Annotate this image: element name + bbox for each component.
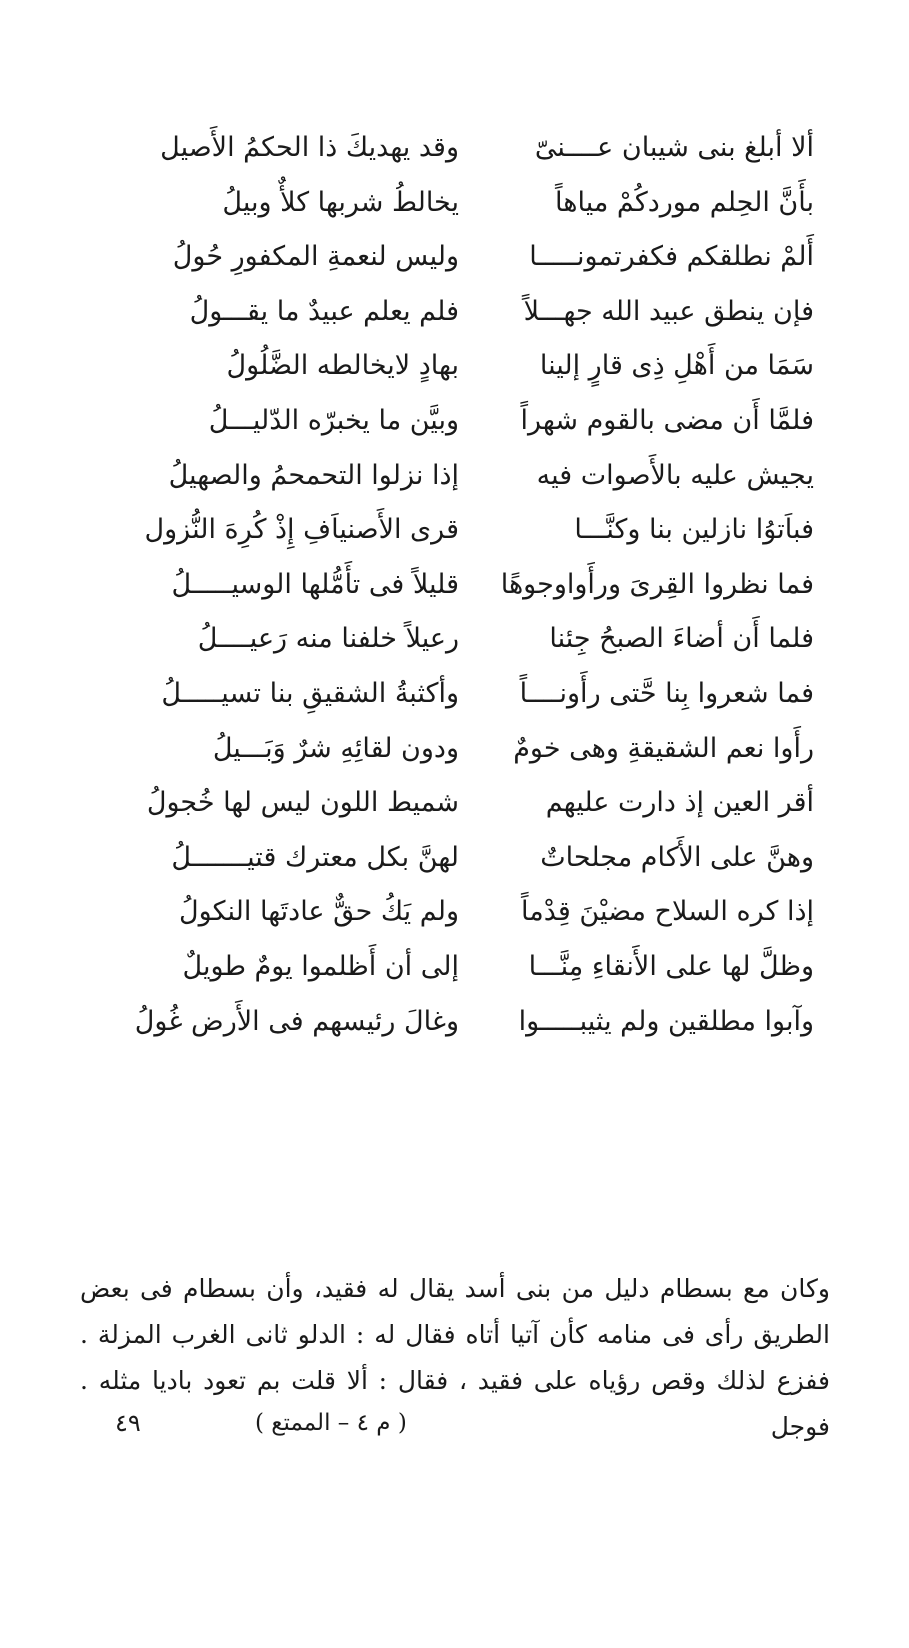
- verse-line: [0, 674, 909, 729]
- prose-text: وكان مع بسطام دليل من بنى أسد يقال له فقيد، وأن بسطام فى بعض الطريق رأى فى منامه كأن آتيا أتاه فقال له : الدلو ثانى الغرب المزلة . ففزع لذلك وقص رؤياه على فقيد ، فقال : ألا قلت بم تعود باديا مثله . فوجل: [80, 1274, 830, 1441]
- first-hemistich: إذا كره السلاح مضيْنَ قِدْماً: [521, 896, 814, 928]
- second-hemistich: شميط اللون ليس لها خُجولُ: [146, 787, 459, 819]
- first-hemistich: فلما أَن أضاءَ الصبحُ جِئنا: [549, 623, 814, 655]
- second-hemistich: وغالَ رئيسهم فى الأَرض غُولُ: [134, 1005, 459, 1037]
- first-hemistich: فباَتوُا نازلين بنا وكنَّـــا: [574, 514, 814, 546]
- verse-line: [0, 292, 909, 347]
- second-hemistich: وقد يهديكَ ذا الحكمُ الأَصيل: [160, 132, 459, 163]
- first-hemistich: أقر العين إذ دارت عليهم: [545, 787, 814, 819]
- verse-line: [0, 401, 909, 456]
- first-hemistich: فما نظروا القِرىَ ورأَواوجوهًا: [500, 568, 814, 600]
- second-hemistich: وبيَّن ما يخبرّه الدّليـــلُ: [208, 404, 459, 436]
- verse-line: [0, 456, 909, 511]
- second-hemistich: يخالطُ شربها كلأٌ وبيلُ: [222, 186, 459, 218]
- first-hemistich: رأَوا نعم الشقيقةِ وهى خومٌ: [513, 732, 814, 764]
- first-hemistich: أَلمْ نطلقكم فكفرتمونـــــا: [529, 241, 814, 273]
- verse-line: [0, 128, 909, 183]
- second-hemistich: بهادٍ لايخالطه الضَّلُولُ: [226, 350, 459, 382]
- verse-line: [0, 1002, 909, 1057]
- second-hemistich: ولم يَكُ حقٌّ عادتَها النكولُ: [179, 896, 459, 928]
- second-hemistich: وليس لنعمةِ المكفورِ حُولُ: [172, 241, 459, 273]
- verse-line: [0, 565, 909, 620]
- verse-line: [0, 947, 909, 1002]
- page-number: ٤٩: [115, 1409, 141, 1437]
- first-hemistich: يجيش عليه بالأَصوات فيه: [536, 459, 814, 491]
- poem: [0, 128, 909, 1056]
- second-hemistich: إلى أن أَظلموا يومٌ طويلٌ: [182, 950, 459, 982]
- second-hemistich: رعيلاً خلفنا منه رَعيــــلُ: [197, 623, 459, 655]
- signature-mark: ( م ٤ – الممتع ): [255, 1410, 407, 1436]
- second-hemistich: ودون لقائِهِ شرٌ وَبَـــيلُ: [212, 732, 459, 764]
- verse-line: [0, 838, 909, 893]
- first-hemistich: فلمَّا أَن مضى بالقوم شهراً: [520, 404, 814, 436]
- second-hemistich: فلم يعلم عبيدٌ ما يقـــولُ: [189, 295, 459, 327]
- verse-line: [0, 510, 909, 565]
- second-hemistich: إذا نزلوا التحمحمُ والصهيلُ: [168, 459, 459, 491]
- first-hemistich: فإن ينطق عبيد الله جهـــلاً: [523, 295, 814, 327]
- first-hemistich: وهنَّ على الأَكام مجلحاتٌ: [540, 841, 814, 873]
- verse-line: [0, 237, 909, 292]
- page-footer: [0, 1408, 909, 1448]
- verse-line: [0, 619, 909, 674]
- first-hemistich: فما شعروا بِنا حَّتى رأَونــــاً: [519, 677, 814, 709]
- verse-line: [0, 783, 909, 838]
- verse-line: [0, 183, 909, 238]
- second-hemistich: وأكثبةُ الشقيقِ بنا تسيـــــلُ: [161, 677, 459, 709]
- verse-line: [0, 892, 909, 947]
- second-hemistich: قرى الأَصنياَفِ إِذْ كُرِهَ النُّزول: [144, 514, 459, 546]
- verse-line: [0, 729, 909, 784]
- first-hemistich: ألا أبلغ بنى شيبان عــــنىّ: [534, 132, 814, 163]
- second-hemistich: قليلاً فى تأَمُّلها الوسيـــــلُ: [171, 568, 459, 600]
- first-hemistich: وظلَّ لها على الأَنقاءِ مِنَّـــا: [528, 950, 814, 982]
- first-hemistich: سَمَا من أَهْلِ ذِى قارٍ إلينا: [539, 350, 814, 382]
- second-hemistich: لهنَّ بكل معترك قتيـــــــلُ: [171, 841, 459, 873]
- verse-line: [0, 346, 909, 401]
- first-hemistich: بأَنَّ الحِلم موردكُمْ مياهاً: [555, 186, 814, 218]
- first-hemistich: وآبوا مطلقين ولم يثيبـــــوا: [518, 1005, 814, 1037]
